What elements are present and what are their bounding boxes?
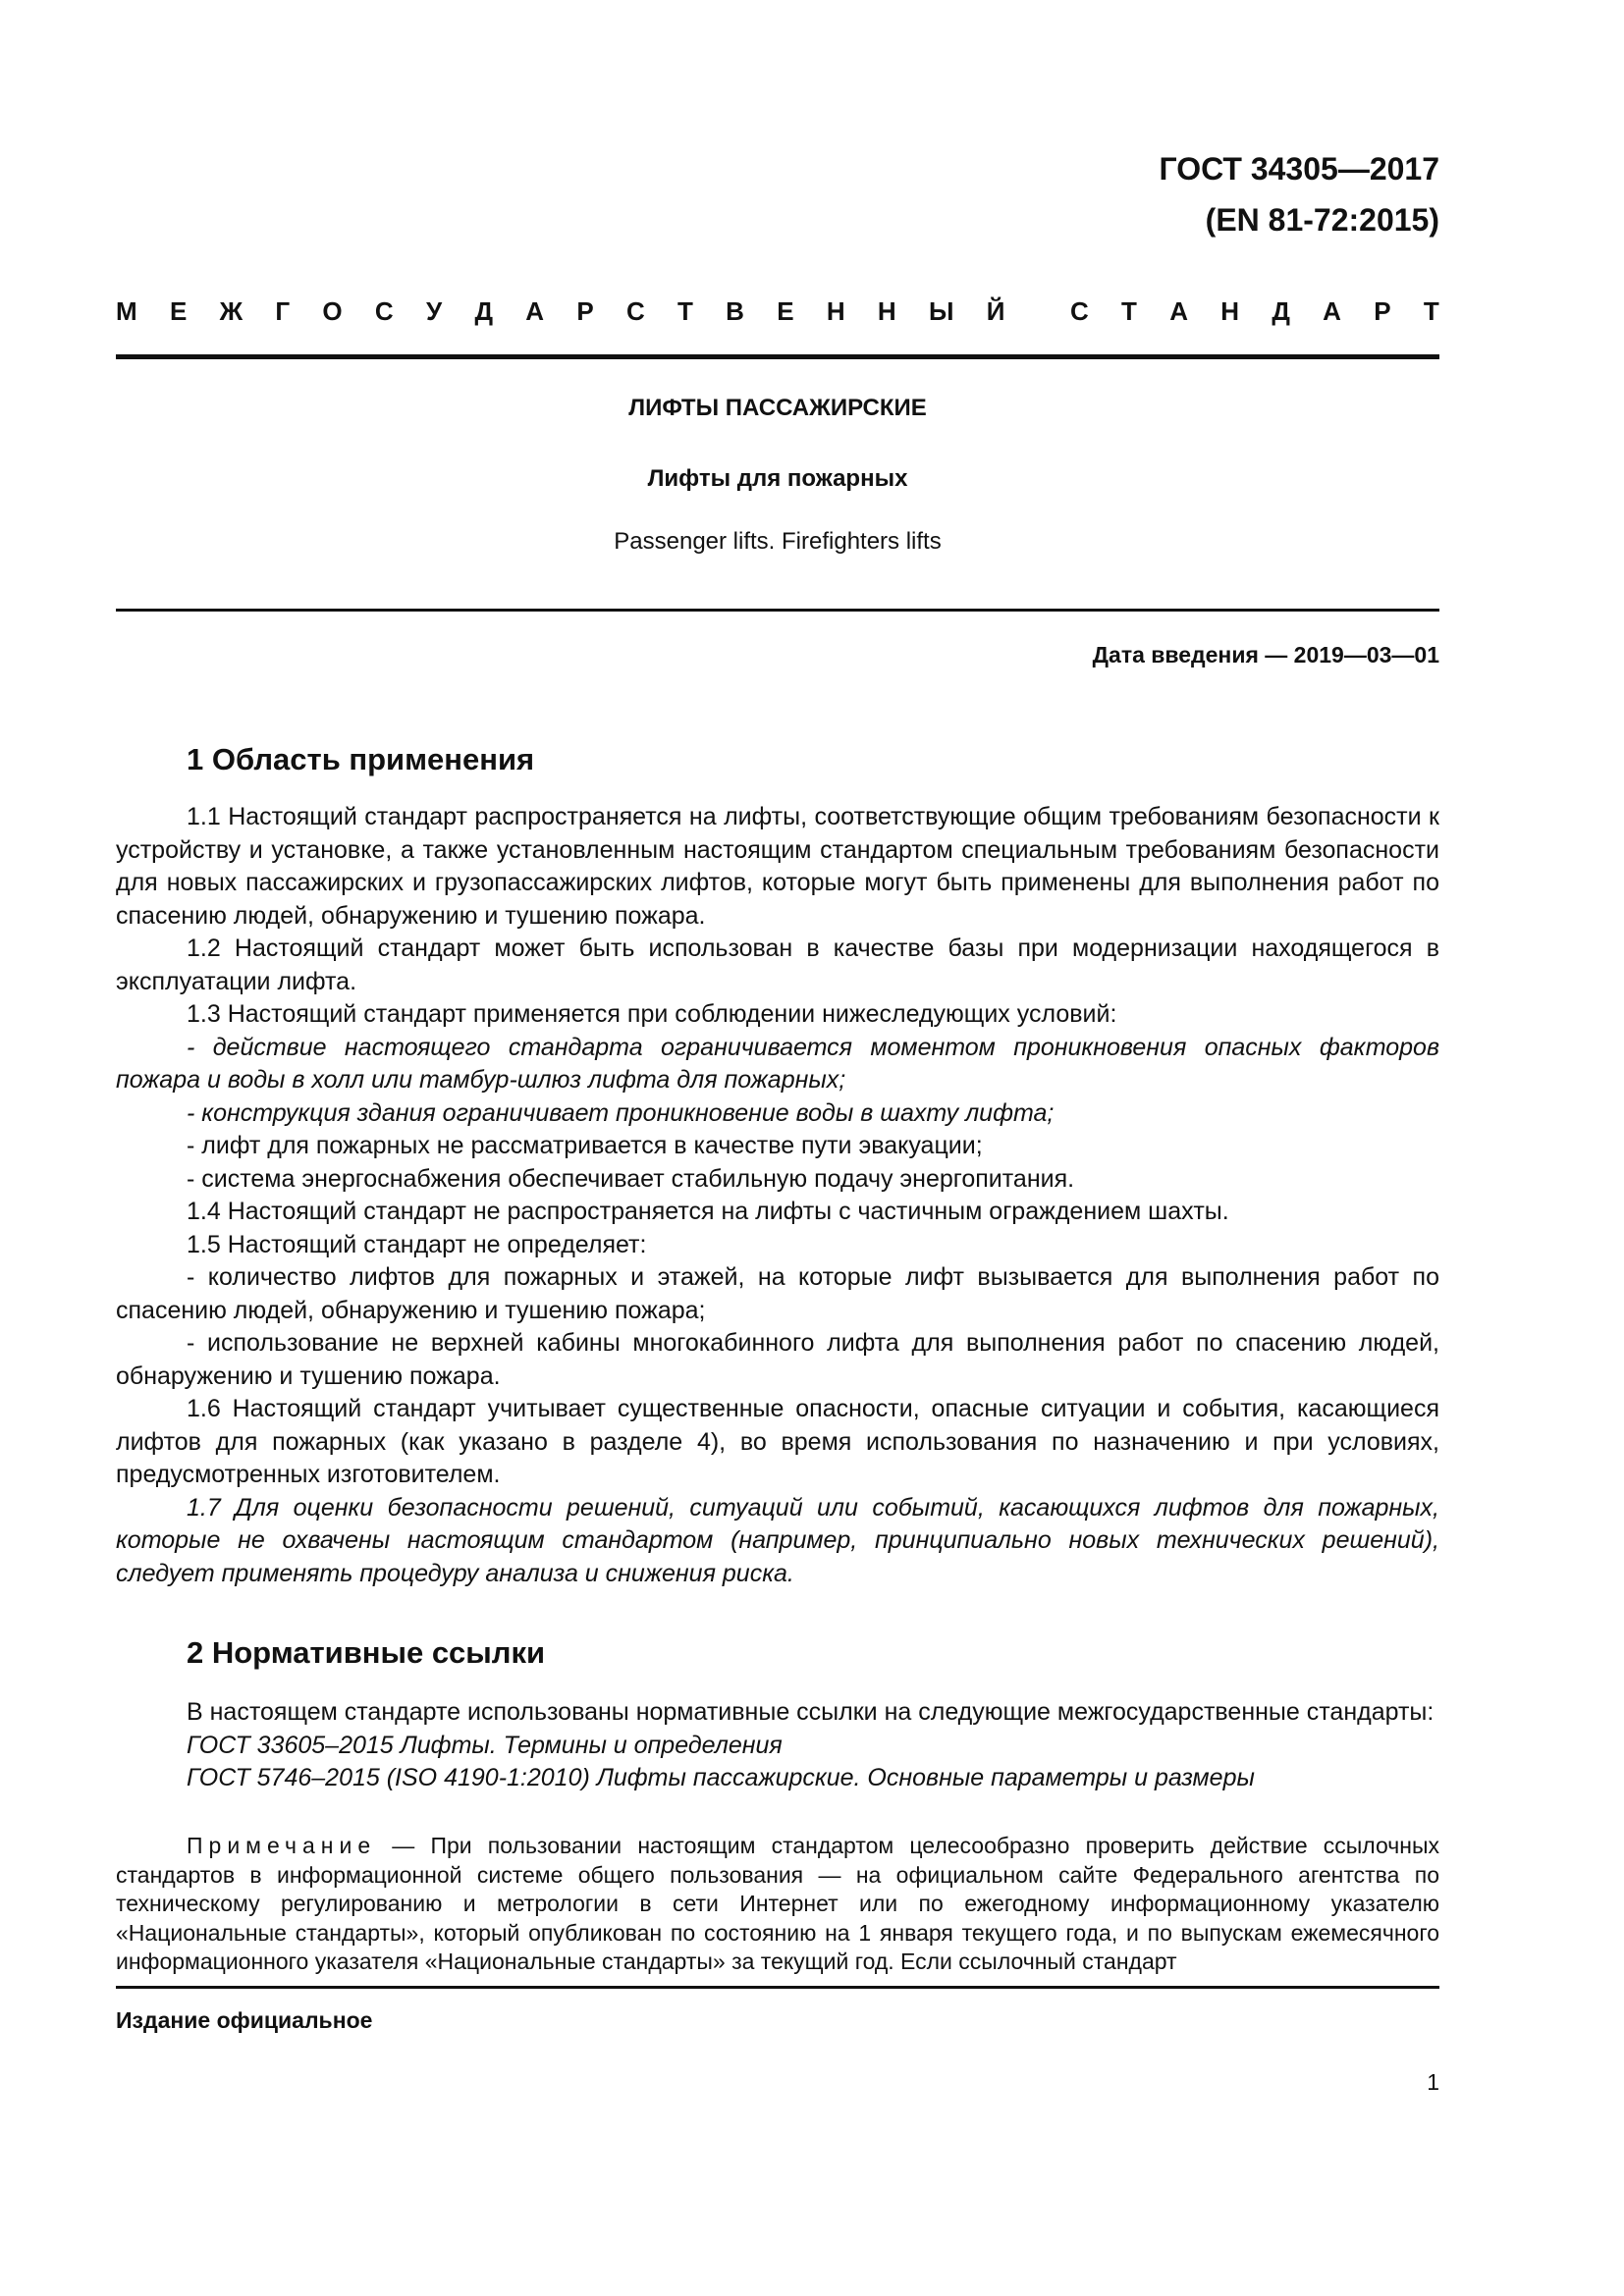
exclusion-item: - количество лифтов для пожарных и этажей, на которые лифт вызывается для выполнения работ по спасению людей, обнаружению и тушению пожара; <box>116 1263 1439 1324</box>
condition-item: - действие настоящего стандарта ограничивается моментом проникновения опасных факторов пожара и воды в холл или тамбур-шлюз лифта для пожарных; <box>116 1033 1439 1094</box>
standard-type-letter: Н <box>826 296 845 326</box>
footer-rule <box>116 1986 1439 1989</box>
paragraph-1-3: 1.3 Настоящий стандарт применяется при соблюдении нижеследующих условий: <box>187 1000 1117 1028</box>
standard-type-letter: Ы <box>928 296 954 326</box>
exclusion-item: - использование не верхней кабины многокабинного лифта для выполнения работ по спасению людей, обнаружению и тушению пожара. <box>116 1329 1439 1390</box>
standard-type-letter: Г <box>275 296 291 326</box>
note-block <box>116 1832 1439 1977</box>
paragraph-1-1: 1.1 Настоящий стандарт распространяется на лифты, соответствующие общим требованиям безопасности к устройству и установке, а также установленным настоящим стандартом специальным требованиям безопасности для новых пассажирских и грузопассажирских лифтов, которые могут быть применены для выполнения работ по спасению людей, обнаружению и тушению пожара. <box>116 803 1439 930</box>
note-text: — При пользовании настоящим стандартом целесообразно проверить действие ссылочных стандартов в информационной системе общего пользования — на официальном сайте Федерального агентства по техническому регулированию и метрологии в сети Интернет или по ежегодному информационному указателю «Национальные стандарты», который опубликован по состоянию на 1 января текущего года, и по выпускам ежемесячного информационного указателя «Национальные стандарты» за текущий год. Если ссылочный стандарт <box>116 1833 1439 1974</box>
standard-type-letter: Н <box>877 296 896 326</box>
standard-type-letter: О <box>322 296 343 326</box>
section-2-heading: 2 Нормативные ссылки <box>187 1635 546 1670</box>
document-code-block <box>1159 143 1439 245</box>
note-label: Примечание <box>187 1833 377 1858</box>
standard-type-letter: Т <box>1121 296 1137 326</box>
condition-item: - конструкция здания ограничивает проникновение воды в шахту лифта; <box>187 1098 1055 1127</box>
section-1-heading: 1 Область применения <box>187 742 535 776</box>
header-rule <box>116 354 1439 359</box>
standard-type-letter: М <box>116 296 137 326</box>
page-number: 1 <box>1427 2069 1439 2095</box>
paragraph-1-6: 1.6 Настоящий стандарт учитывает существенные опасности, опасные ситуации и события, касающиеся лифтов для пожарных (как указано в разделе 4), во время использования по назначению и при условиях, предусмотренных изготовителем. <box>116 1395 1439 1488</box>
edition-label: Издание официальное <box>116 2007 373 2033</box>
standard-en-code: (EN 81-72:2015) <box>1205 202 1439 238</box>
condition-item: - система энергоснабжения обеспечивает стабильную подачу энергопитания. <box>187 1164 1075 1193</box>
condition-item: - лифт для пожарных не рассматривается в качестве пути эвакуации; <box>187 1132 983 1159</box>
standard-type-letter: С <box>625 296 645 326</box>
paragraph-1-7: 1.7 Для оценки безопасности решений, ситуаций или событий, касающихся лифтов для пожарных, которые не охвачены настоящим стандартом (например, принципиально новых технических решений), следует применять процедуру анализа и снижения риска. <box>116 1493 1439 1587</box>
standard-type-letter: А <box>1323 296 1341 326</box>
section-2-body <box>116 1696 1439 1795</box>
paragraph-1-4: 1.4 Настоящий стандарт не распространяется на лифты с частичным ограждением шахты. <box>187 1198 1229 1225</box>
standard-type-letter: С <box>1069 296 1089 326</box>
section-1-body <box>116 801 1439 1590</box>
reference-item: ГОСТ 5746–2015 (ISO 4190-1:2010) Лифты пассажирские. Основные параметры и размеры <box>187 1764 1255 1791</box>
standard-code: ГОСТ 34305—2017 <box>1159 151 1439 187</box>
standard-type-letter: Й <box>986 296 1005 326</box>
standard-type-letter: Н <box>1220 296 1240 326</box>
reference-item: ГОСТ 33605–2015 Лифты. Термины и определения <box>187 1731 783 1759</box>
standard-type-letter: Р <box>1374 296 1391 326</box>
standard-type-letter: Д <box>474 296 493 326</box>
standard-type-letter: В <box>726 296 744 326</box>
document-title: ЛИФТЫ ПАССАЖИРСКИЕ <box>628 395 927 421</box>
standard-type-title <box>116 296 1439 327</box>
standard-type-letter: Т <box>1423 296 1439 326</box>
standard-type-letter: У <box>425 296 443 326</box>
document-english-title: Passenger lifts. Firefighters lifts <box>614 528 942 555</box>
standard-type-letter: А <box>1169 296 1188 326</box>
standard-type-letter: Е <box>777 296 794 326</box>
standard-type-letter: А <box>525 296 545 326</box>
introduction-date: Дата введения — 2019—03—01 <box>1092 642 1439 667</box>
paragraph-1-5: 1.5 Настоящий стандарт не определяет: <box>187 1230 647 1258</box>
standard-type-letter: С <box>374 296 394 326</box>
title-rule <box>116 609 1439 612</box>
standard-type-letter: Е <box>169 296 188 326</box>
paragraph-1-2: 1.2 Настоящий стандарт может быть использован в качестве базы при модернизации находящегося в эксплуатации лифта. <box>116 934 1439 995</box>
references-intro: В настоящем стандарте использованы нормативные ссылки на следующие межгосударственные стандарты: <box>187 1698 1435 1726</box>
standard-type-letter: Т <box>677 296 693 326</box>
document-page <box>116 0 1439 2296</box>
standard-type-letter: Р <box>576 296 594 326</box>
document-subtitle: Лифты для пожарных <box>647 465 908 492</box>
standard-type-letter: Ж <box>219 296 244 326</box>
standard-type-letter: Д <box>1272 296 1290 326</box>
